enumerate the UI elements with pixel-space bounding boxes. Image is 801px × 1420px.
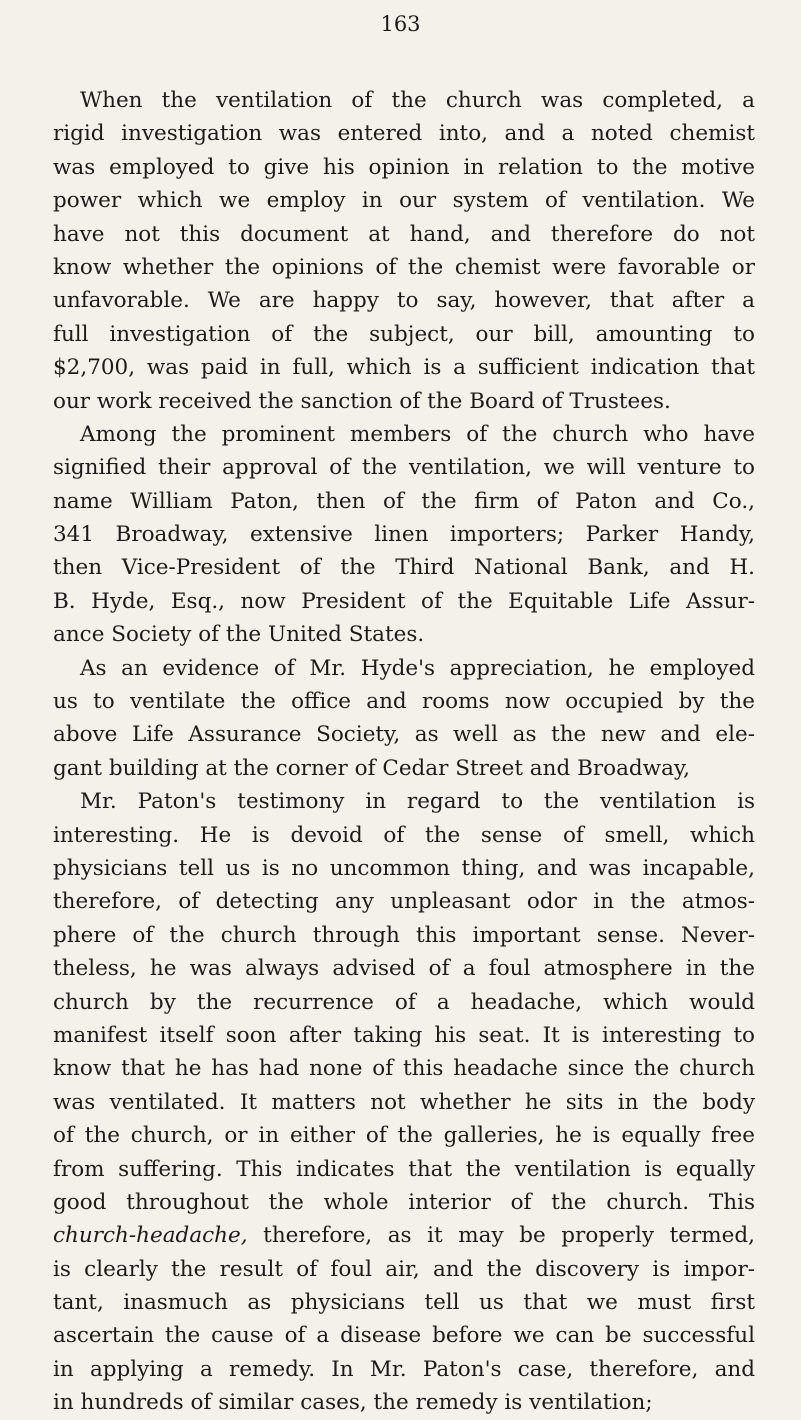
- line-text: in hundreds of similar cases, the remedy is ventilation;: [53, 1390, 653, 1416]
- line-text: church by the recurrence of a headache, which would: [53, 989, 755, 1015]
- text-line: [53, 84, 755, 117]
- text-line: [53, 652, 755, 685]
- italic-term: church-headache,: [53, 1223, 248, 1249]
- line-text: unfavorable. We are happy to say, however, that after a: [53, 288, 755, 314]
- text-line: [53, 1186, 755, 1219]
- text-line: [53, 1153, 755, 1186]
- line-text: signified their approval of the ventilation, we will venture to: [53, 455, 755, 481]
- line-text: name William Paton, then of the firm of Paton and Co.,: [53, 488, 755, 514]
- text-line: [53, 752, 755, 785]
- line-text: 341 Broadway, extensive linen importers; Parker Handy,: [53, 522, 755, 548]
- line-text: rigid investigation was entered into, and a noted chemist: [53, 121, 755, 147]
- line-text: ascertain the cause of a disease before we can be successful: [53, 1323, 755, 1349]
- line-text: When the ventilation of the church was completed, a: [80, 88, 755, 113]
- body-text: [53, 84, 755, 1420]
- line-text: know whether the opinions of the chemist were favorable or: [53, 254, 755, 280]
- text-line: [53, 251, 755, 284]
- line-text: interesting. He is devoid of the sense of smell, which: [53, 822, 755, 848]
- line-text: us to ventilate the office and rooms now occupied by the: [53, 689, 755, 715]
- text-line: [53, 986, 755, 1019]
- line-text: power which we employ in our system of ventilation. We: [53, 188, 755, 214]
- text-line: [53, 1019, 755, 1052]
- text-line: [53, 1219, 755, 1252]
- text-line: [53, 451, 755, 484]
- line-text: was ventilated. It matters not whether he sits in the body: [53, 1089, 755, 1115]
- text-line: [53, 1286, 755, 1319]
- text-line: [53, 718, 755, 751]
- text-line: [53, 585, 755, 618]
- line-text: As an evidence of Mr. Hyde's appreciation, he employed: [80, 655, 755, 681]
- line-text: theless, he was always advised of a foul atmosphere in the: [53, 956, 755, 982]
- line-text: therefore, of detecting any unpleasant odor in the atmos-: [53, 889, 755, 915]
- text-line: [53, 518, 755, 551]
- text-line: [53, 852, 755, 885]
- line-text: ance Society of the United States.: [53, 622, 425, 648]
- text-line: [53, 785, 755, 818]
- text-line: [53, 885, 755, 918]
- text-line: [53, 284, 755, 317]
- line-text: manifest itself soon after taking his seat. It is interesting to: [53, 1022, 755, 1048]
- text-line: [53, 318, 755, 351]
- line-text: is clearly the result of foul air, and the discovery is impor-: [53, 1256, 755, 1282]
- line-text: from suffering. This indicates that the ventilation is equally: [53, 1156, 755, 1182]
- text-line: [53, 919, 755, 952]
- text-line: [53, 819, 755, 852]
- text-line: [53, 952, 755, 985]
- line-text: Among the prominent members of the church who have: [80, 421, 755, 447]
- line-text: have not this document at hand, and therefore do not: [53, 221, 755, 247]
- text-line: [53, 485, 755, 518]
- line-text: above Life Assurance Society, as well as the new and ele-: [53, 722, 755, 748]
- text-line: [53, 418, 755, 451]
- text-line: [53, 1319, 755, 1352]
- text-line: [53, 1086, 755, 1119]
- line-text: full investigation of the subject, our bill, amounting to: [53, 321, 755, 347]
- line-text: good throughout the whole interior of the church. This: [53, 1189, 755, 1215]
- text-line: [53, 1052, 755, 1085]
- text-line: [53, 618, 755, 651]
- line-text: was employed to give his opinion in relation to the motive: [53, 154, 755, 180]
- line-text: gant building at the corner of Cedar Street and Broadway,: [53, 755, 691, 781]
- line-text: phere of the church through this important sense. Never-: [53, 922, 755, 948]
- line-text: B. Hyde, Esq., now President of the Equitable Life Assur-: [53, 588, 755, 614]
- text-line: [53, 685, 755, 718]
- text-line: [53, 1386, 755, 1419]
- text-line: [53, 385, 755, 418]
- text-line: [53, 1353, 755, 1386]
- line-text: physicians tell us is no uncommon thing, and was incapable,: [53, 855, 755, 881]
- text-line: [53, 551, 755, 584]
- text-line: [53, 184, 755, 217]
- line-text: know that he has had none of this headache since the church: [53, 1056, 755, 1082]
- page-number: 163: [380, 12, 421, 36]
- text-line: [53, 151, 755, 184]
- text-line: [53, 1119, 755, 1152]
- text-line: [53, 117, 755, 150]
- line-text: of the church, or in either of the galleries, he is equally free: [53, 1123, 755, 1149]
- line-text: therefore, as it may be properly termed,: [247, 1223, 755, 1249]
- line-text: tant, inasmuch as physicians tell us that we must first: [53, 1290, 755, 1316]
- line-text: $2,700, was paid in full, which is a sufficient indication that: [53, 355, 755, 381]
- text-line: [53, 218, 755, 251]
- line-text: then Vice-President of the Third National Bank, and H.: [53, 555, 755, 581]
- text-line: [53, 1253, 755, 1286]
- line-text: our work received the sanction of the Board of Trustees.: [53, 388, 671, 414]
- line-text: Mr. Paton's testimony in regard to the ventilation is: [80, 789, 755, 815]
- line-text: in applying a remedy. In Mr. Paton's case, therefore, and: [53, 1356, 755, 1382]
- text-line: [53, 351, 755, 384]
